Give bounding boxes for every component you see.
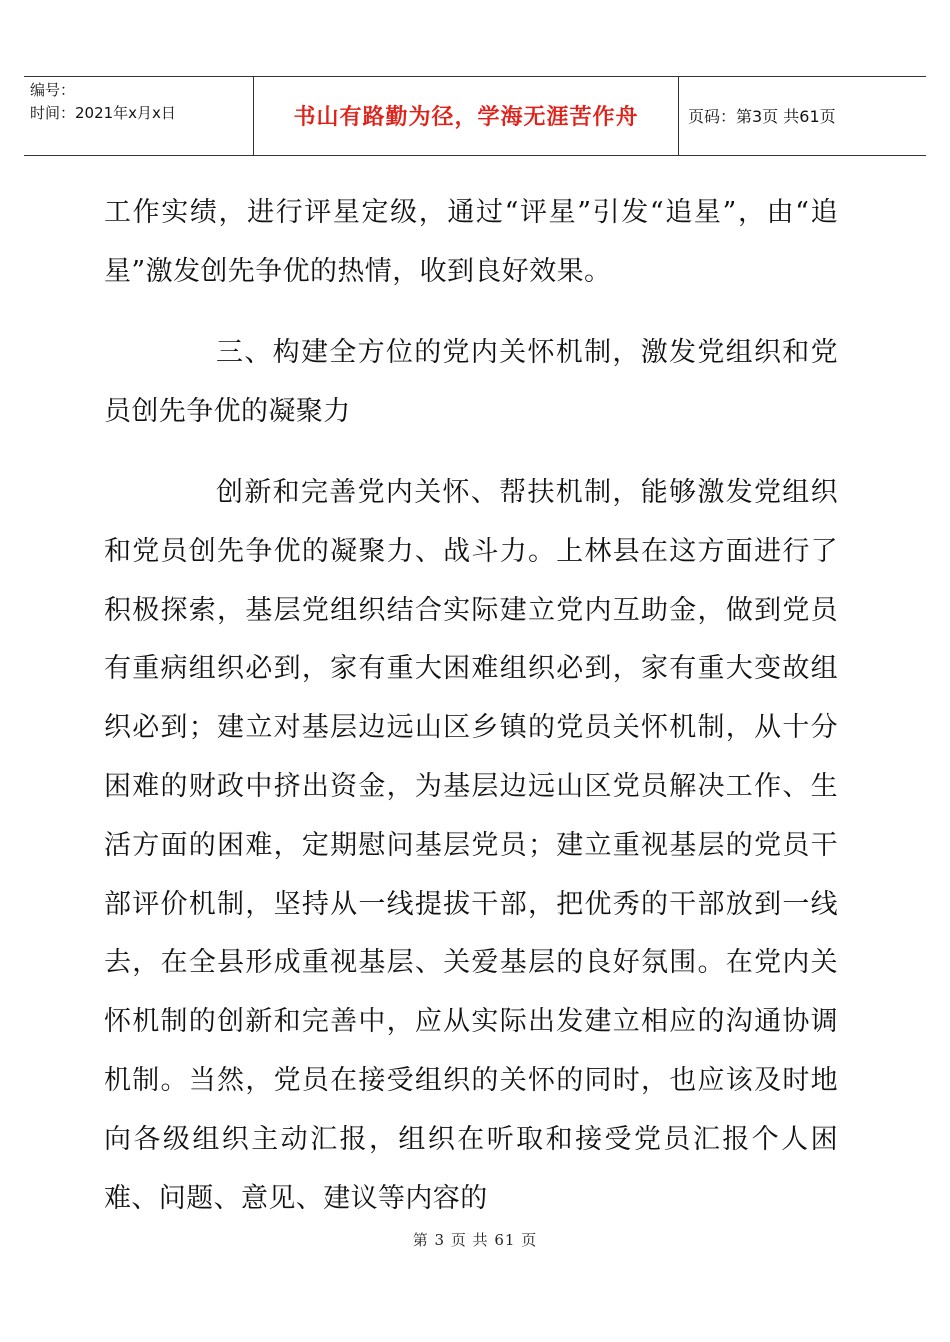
paragraph-continued: 工作实绩，进行评星定级，通过“评星”引发“追星”，由“追星”激发创先争优的热情，收到良好效果。 <box>104 197 838 287</box>
header-page-info: 页码：第3页 共61页 <box>688 107 836 126</box>
document-number-label: 编号： <box>30 81 76 99</box>
header-page-cell <box>678 77 926 155</box>
page-footer: 第 3 页 共 61 页 <box>412 1231 538 1249</box>
paragraph-body: 创新和完善党内关怀、帮扶机制，能够激发党组织和党员创先争优的凝聚力、战斗力。上林县在这方面进行了积极探索，基层党组织结合实际建立党内互助金，做到党员有重病组织必到，家有重大困难组织必到，家有重大变故组织必到；建立对基层边远山区乡镇的党员关怀机制，从十分困难的财政中挤出资金，为基层边远山区党员解决工作、生活方面的困难，定期慰问基层党员；建立重视基层的党员干部评价机制，坚持从一线提拔干部，把优秀的干部放到一线去，在全县形成重视基层、关爱基层的良好氛围。在党内关怀机制的创新和完善中，应从实际出发建立相应的沟通协调机制。当然，党员在接受组织的关怀的同时，也应该及时地向各级组织主动汇报，组织在听取和接受党员汇报个人困难、问题、意见、建议等内容的 <box>104 477 838 1214</box>
header-motto: 书山有路勤为径，学海无涯苦作舟 <box>293 105 639 130</box>
section-heading: 三、构建全方位的党内关怀机制，激发党组织和党员创先争优的凝聚力 <box>104 337 838 427</box>
header-meta-cell <box>24 77 253 155</box>
page-header <box>24 76 926 156</box>
document-time-label: 时间：2021年x月x日 <box>30 104 176 122</box>
header-motto-cell <box>253 77 679 155</box>
